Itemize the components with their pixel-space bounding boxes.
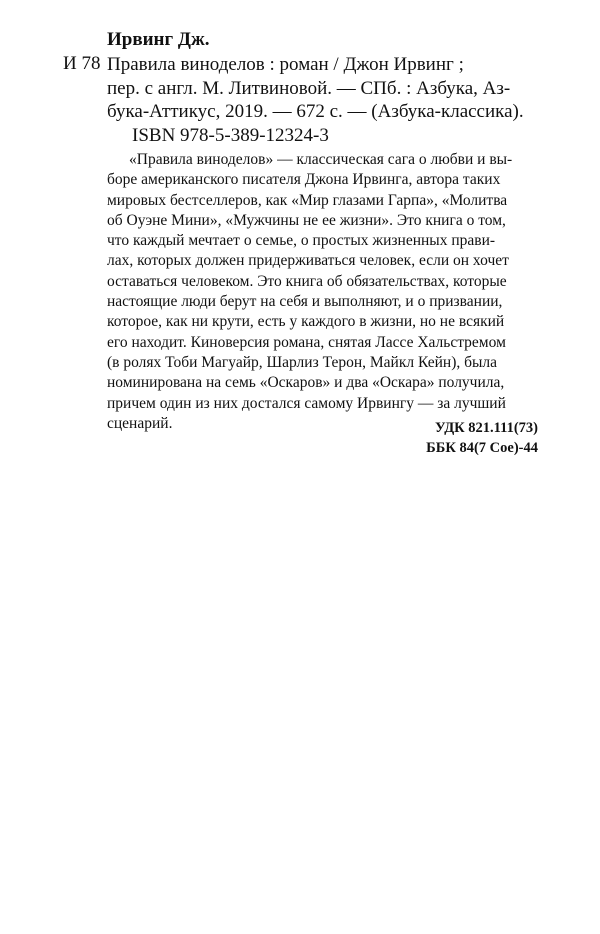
- annotation-line: что каждый мечтает о семье, о простых жизненных прави-: [107, 232, 496, 250]
- annotation-line: «Правила виноделов» — классическая сага о любви и вы-: [129, 151, 513, 168]
- annotation-paragraph: [107, 150, 538, 434]
- annotation-line: лах, которых должен придерживаться человек, если он хочет: [107, 252, 509, 270]
- annotation-line: которое, как ни крути, есть у каждого в жизни, но не всякий: [107, 313, 505, 331]
- annotation-line: мировых бестселлеров, как «Мир глазами Гарпа», «Молитва: [107, 191, 508, 209]
- bibliographic-line: бука-Аттикус, 2019. — 672 с. — (Азбука-классика).: [107, 101, 524, 122]
- isbn: ISBN 978-5-389-12324-3: [132, 124, 329, 146]
- annotation-line: номинирована на семь «Оскаров» и два «Оскара» получила,: [107, 374, 505, 392]
- annotation-line: настоящие люди берут на себя и выполняют, и о призвании,: [107, 293, 503, 311]
- annotation-line: сценарий.: [107, 414, 173, 432]
- annotation-line: оставаться человеком. Это книга об обязательствах, которые: [107, 272, 507, 290]
- annotation-line: причем один из них достался самому Ирвингу — за лучший: [107, 394, 506, 412]
- call-number: И 78: [63, 53, 101, 74]
- bbk-code: ББК 84(7 Сое)-44: [426, 440, 538, 456]
- annotation-line: его находит. Киноверсия романа, снятая Лассе Хальстремом: [107, 333, 506, 351]
- author-heading: Ирвинг Дж.: [107, 29, 210, 50]
- annotation-line: (в ролях Тоби Магуайр, Шарлиз Терон, Майкл Кейн), была: [107, 353, 498, 371]
- annotation-line: об Оуэне Мини», «Мужчины не ее жизни». Это книга о том,: [107, 211, 506, 229]
- bibliographic-record: [107, 53, 543, 147]
- udk-code: УДК 821.111(73): [435, 420, 538, 436]
- bibliographic-line: Правила виноделов : роман / Джон Ирвинг ;: [107, 54, 464, 75]
- annotation-line: боре американского писателя Джона Ирвинга, автора таких: [107, 171, 501, 189]
- classification-codes: [426, 418, 538, 458]
- bibliographic-line: пер. с англ. М. Литвиновой. — СПб. : Азбука, Аз-: [107, 77, 511, 99]
